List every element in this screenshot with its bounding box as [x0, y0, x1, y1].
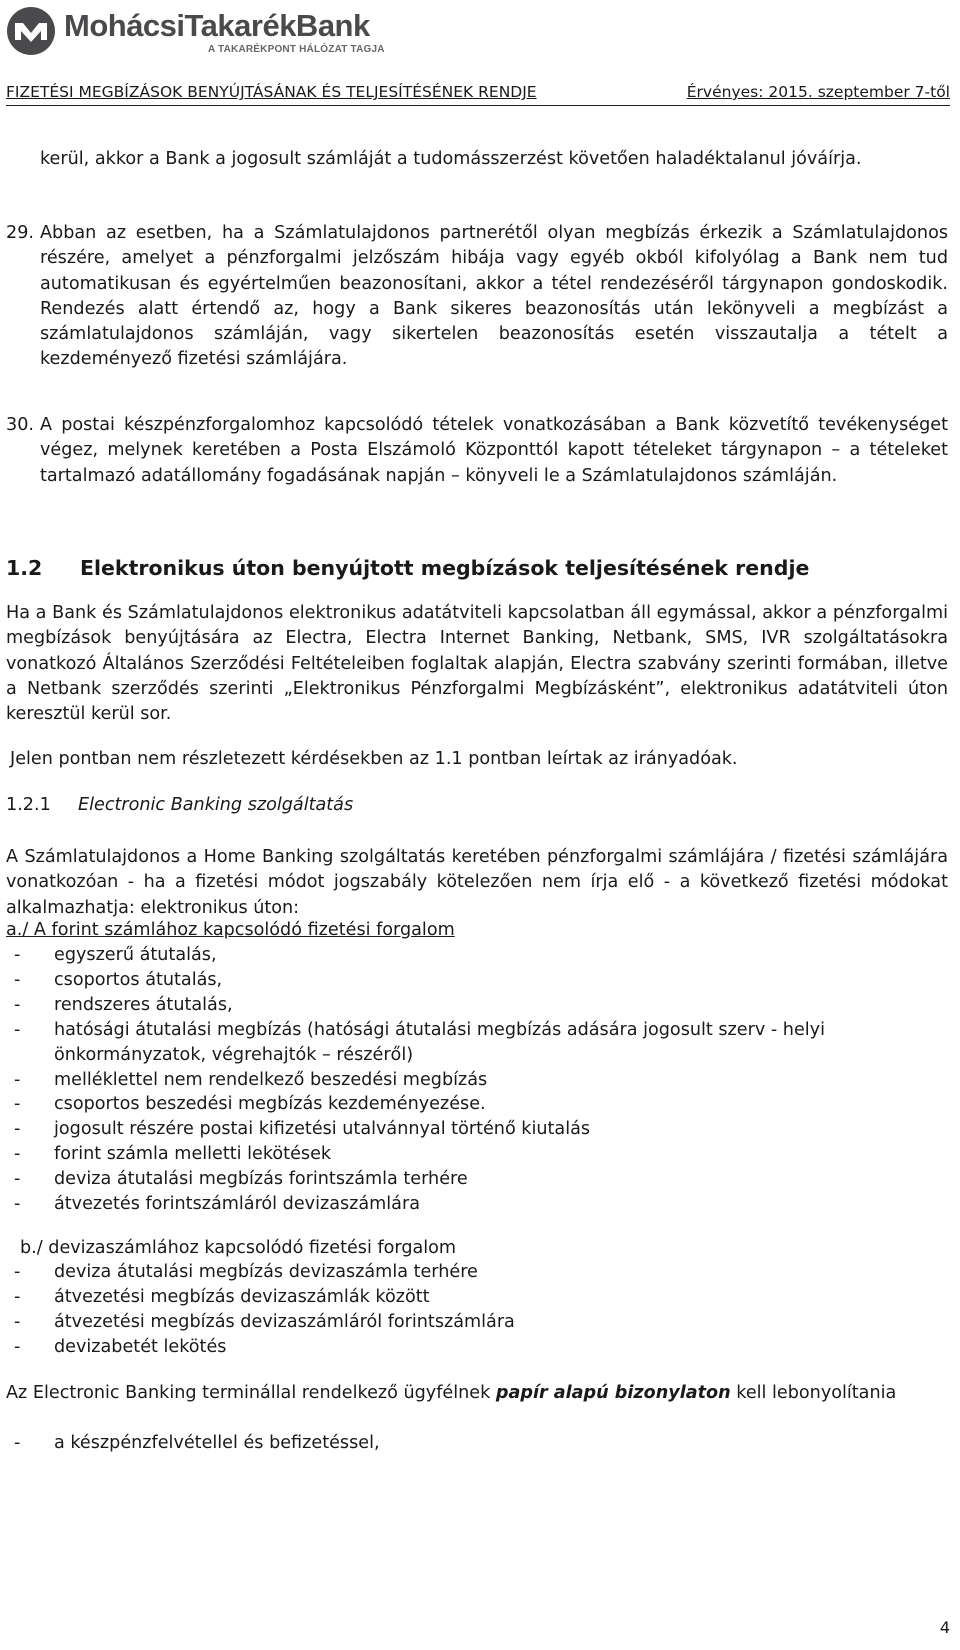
- list-item: [6, 1167, 948, 1192]
- list-item: [6, 1117, 948, 1142]
- list-item: [6, 1310, 948, 1335]
- list-item-text: rendszeres átutalás,: [54, 994, 233, 1015]
- item-text: A postai készpénzforgalomhoz kapcsolódó tételek vonatkozásában a Bank közvetítő tevékenységet végez, melynek keretében a Posta Elszámoló Központtól kapott tételeket tárgynapon – a tételeket tartalmazó adatállomány fogadásának napján – könyveli le a Számlatulajdonos számláján.: [40, 415, 948, 486]
- list-item: [6, 1092, 948, 1117]
- dash-bullet: -: [14, 994, 21, 1015]
- dash-bullet: -: [14, 1311, 21, 1332]
- closing-text-pre: Az Electronic Banking terminállal rendelkező ügyfélnek: [6, 1383, 491, 1403]
- list-item-text: csoportos beszedési megbízás kezdeményezése.: [54, 1094, 486, 1115]
- list-item-text: a készpénzfelvétellel és befizetéssel,: [54, 1433, 380, 1453]
- bank-logo: [6, 4, 385, 56]
- list-item-text: deviza átutalási megbízás devizaszámla terhére: [54, 1262, 478, 1282]
- item-number: 30.: [6, 415, 34, 435]
- section-note: Jelen pontban nem részletezett kérdésekben az 1.1 pontban leírtak az irányadóak.: [10, 749, 738, 769]
- subsection-intro: A Számlatulajdonos a Home Banking szolgáltatás keretében pénzforgalmi számlájára / fizetési számlájára vonatkozóan - ha a fizetési módot jogszabály kötelezően nem írja elő - a következő fizetési módokat alkalmazhatja: elektronikus úton:: [6, 847, 948, 918]
- list-item-text: átvezetés forintszámláról devizaszámlára: [54, 1194, 420, 1215]
- document-title: FIZETÉSI MEGBÍZÁSOK BENYÚJTÁSÁNAK ÉS TELJESÍTÉSÉNEK RENDJE: [6, 83, 537, 101]
- dash-bullet: -: [14, 1119, 21, 1140]
- bank-logo-name: MohácsiTakarékBank: [64, 8, 370, 43]
- continuation-paragraph: kerül, akkor a Bank a jogosult számláját a tudomásszerzést követően haladéktalanul jóváírja.: [40, 149, 862, 169]
- section-intro: Ha a Bank és Számlatulajdonos elektronikus adatátviteli kapcsolatban áll egymással, akkor a pénzforgalmi megbízások benyújtására az Electra, Electra Internet Banking, Netbank, SMS, IVR szolgáltatásokra vonatkozó Általános Szerződési Feltételeiben foglaltak alapján, Electra szabvány szerinti formában, illetve a Netbank szerződés szerinti „Elektronikus Pénzforgalmi Megbízásként”, elektronikus adatátviteli úton keresztül kerül sor.: [6, 603, 948, 725]
- dash-bullet: -: [14, 1194, 21, 1215]
- list-item-text: átvezetési megbízás devizaszámlák között: [54, 1286, 430, 1307]
- list-item: [6, 943, 948, 968]
- section-number: 1.2: [6, 556, 43, 580]
- closing-emphasis: papír alapú bizonylaton: [495, 1383, 731, 1403]
- list-item-text: melléklettel nem rendelkező beszedési megbízás: [54, 1069, 488, 1090]
- list-item: [6, 1142, 948, 1167]
- list-a: [6, 943, 948, 1217]
- subsection-title: Electronic Banking szolgáltatás: [78, 795, 354, 815]
- list-item: [6, 1431, 948, 1456]
- list-item-text: átvezetési megbízás devizaszámláról forintszámlára: [54, 1311, 515, 1332]
- list-a-heading: a./ A forint számlához kapcsolódó fizetési forgalom: [6, 920, 455, 940]
- document-header: [6, 83, 950, 106]
- dash-bullet: -: [14, 969, 21, 990]
- subsection-number: 1.2.1: [6, 795, 51, 815]
- list-b: [6, 1260, 948, 1360]
- list-item: [6, 1260, 948, 1285]
- subsection-heading: [6, 795, 354, 815]
- list-item-text: forint számla melletti lekötések: [54, 1144, 332, 1165]
- bank-logo-icon: [6, 6, 56, 56]
- item-number: 29.: [6, 223, 34, 243]
- list-item-text: csoportos átutalás,: [54, 969, 223, 990]
- section-title: Elektronikus úton benyújtott megbízások teljesítésének rendje: [80, 556, 810, 580]
- dash-bullet: -: [14, 1094, 21, 1115]
- item-text: Abban az esetben, ha a Számlatulajdonos partnerétől olyan megbízás érkezik a Számlatulajdonos részére, amelyet a pénzforgalmi jelzőszám hibája vagy egyéb okból kifolyólag a Bank nem tud automatikusan és egyértelműen beazonosítani, akkor a tétel rendezéséről tárgynapon gondoskodik. Rendezés alatt értendő az, hogy a Bank sikeres beazonosítás után lekönyveli a megbízást a számlatulajdonos számláján, vagy sikertelen beazonosítás esetén visszautalja a tételt a kezdeményező fizetési számlájára.: [40, 223, 948, 370]
- dash-bullet: -: [14, 1336, 21, 1357]
- closing-paragraph: [6, 1381, 948, 1406]
- list-item-text: devizabetét lekötés: [54, 1336, 227, 1357]
- list-item-text: jogosult részére postai kifizetési utalvánnyal történő kiutalás: [54, 1119, 591, 1140]
- list-item: [6, 993, 948, 1018]
- closing-text-post: kell lebonyolítania: [736, 1383, 897, 1403]
- list-item: [6, 1192, 948, 1217]
- list-item: [6, 1068, 948, 1093]
- bank-logo-tagline: A TAKARÉKPONT HÁLÓZAT TAGJA: [208, 44, 385, 55]
- dash-bullet: -: [14, 1286, 21, 1307]
- dash-bullet: -: [14, 1262, 21, 1282]
- dash-bullet: -: [14, 1169, 21, 1190]
- dash-bullet: -: [14, 1019, 21, 1040]
- list-item-text: deviza átutalási megbízás forintszámla terhére: [54, 1169, 468, 1190]
- dash-bullet: -: [14, 1433, 21, 1453]
- validity-date: Érvényes: 2015. szeptember 7-től: [686, 83, 950, 101]
- list-item: [6, 1018, 948, 1068]
- dash-bullet: -: [14, 1069, 21, 1090]
- dash-bullet: -: [14, 1144, 21, 1165]
- dash-bullet: -: [14, 945, 21, 965]
- list-b-heading: b./ devizaszámlához kapcsolódó fizetési forgalom: [20, 1238, 457, 1258]
- page-number: 4: [939, 1618, 950, 1637]
- closing-list: [6, 1431, 948, 1456]
- list-item-text: hatósági átutalási megbízás (hatósági átutalási megbízás adására jogosult szerv - helyi önkormányzatok, végrehajtók – részéről): [54, 1019, 825, 1065]
- list-item: [6, 968, 948, 993]
- list-item: [6, 1335, 948, 1360]
- list-item: [6, 1285, 948, 1310]
- section-heading: [6, 556, 810, 580]
- list-item-text: egyszerű átutalás,: [54, 945, 217, 965]
